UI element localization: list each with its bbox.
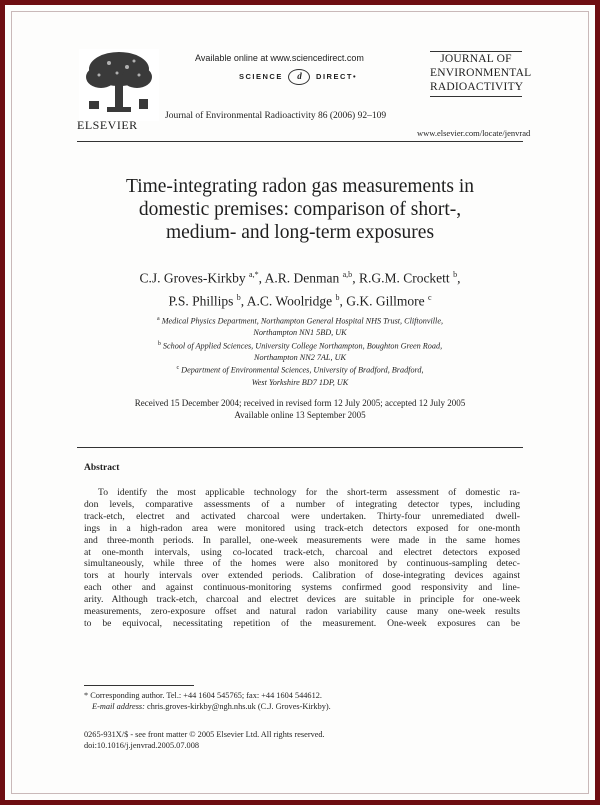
abstract-line: track-etch, electret and activated charcoal were undertaken. Thirty-four unremediated dwell- bbox=[84, 510, 520, 522]
journal-name-block bbox=[430, 49, 532, 97]
copyright-line: 0265-931X/$ - see front matter © 2005 Elsevier Ltd. All rights reserved. bbox=[84, 730, 325, 739]
journal-url: www.elsevier.com/locate/jenvrad bbox=[417, 128, 531, 138]
affiliation-line: Department of Environmental Sciences, University of Bradford, Bradford, bbox=[181, 366, 424, 376]
affiliations bbox=[77, 314, 523, 388]
author-name: A.R. Denman bbox=[264, 270, 340, 286]
affiliation-line: Medical Physics Department, Northampton General Hospital NHS Trust, Cliftonville, bbox=[161, 316, 444, 326]
authors-line-2: P.S. Phillips $^b$, A.C. Woolridge $^b$, G.K. Gillmore $^c$ bbox=[168, 292, 432, 308]
sciencedirect-d-icon: d bbox=[288, 69, 310, 85]
affiliation bbox=[77, 314, 523, 327]
abstract-line: To identify the most applicable technology for the short-term assessment of domestic ra- bbox=[98, 487, 520, 498]
author-name: G.K. Gillmore bbox=[346, 293, 425, 308]
corresponding-author-footnote bbox=[84, 690, 331, 712]
abstract-line: tors at hourly intervals over extended periods. Calibration of dose-integrating devices against bbox=[84, 570, 520, 582]
abstract-line: ings in a high-radon area were monitored using track-etch detectors exposed for one-month bbox=[84, 522, 520, 534]
corresponding-author-contact: Corresponding author. Tel.: +44 1604 545765; fax: +44 1604 544612. bbox=[90, 691, 322, 700]
abstract-line: simultaneously, while three of the homes were also monitored by continuous-sampling detec- bbox=[84, 558, 520, 570]
author-name: A.C. Woolridge bbox=[246, 293, 333, 308]
footnote-divider bbox=[84, 685, 194, 686]
affiliation-line: Northampton NN1 5BD, UK bbox=[253, 328, 347, 338]
title-line: Time-integrating radon gas measurements in bbox=[125, 176, 475, 197]
affiliation-line: Northampton NN2 7AL, UK bbox=[254, 352, 346, 362]
abstract-body bbox=[84, 487, 520, 630]
affiliation bbox=[77, 363, 523, 376]
author-list bbox=[77, 265, 523, 310]
email-label: E-mail address: bbox=[92, 702, 145, 711]
elsevier-tree-logo bbox=[79, 49, 159, 121]
journal-name-line: JOURNAL OF bbox=[440, 53, 512, 65]
abstract-line: measurements, zero-exposure offset and natural radon variability cause many one-week results bbox=[84, 606, 520, 618]
article-history bbox=[77, 398, 523, 421]
sciencedirect-logo-left: SCIENCE bbox=[239, 71, 283, 81]
affiliation-mark: b bbox=[157, 340, 161, 347]
affiliation bbox=[77, 339, 523, 352]
abstract-line: and three-month periods. In parallel, one-week measurements were made in the same homes bbox=[84, 534, 520, 546]
author-affiliation-mark: b bbox=[335, 292, 340, 302]
author-affiliation-mark: b bbox=[453, 270, 458, 279]
journal-citation: Journal of Environmental Radioactivity 86 (2006) 92–109 bbox=[165, 111, 387, 121]
author-name: P.S. Phillips bbox=[168, 293, 234, 308]
abstract-line: at one-month intervals, using co-located track-etch, charcoal and electret detectors exposed bbox=[84, 546, 520, 558]
publisher-name: ELSEVIER bbox=[77, 118, 138, 132]
abstract-line: each other and against continuous-monitoring systems confirmed good responsivity and line- bbox=[84, 582, 520, 594]
article-title bbox=[77, 175, 523, 244]
footnote-mark: * bbox=[84, 691, 89, 700]
journal-name-line: ENVIRONMENTAL bbox=[430, 67, 532, 79]
abstract-line: to be equivocal, necessitating repetition of the measurement. One-week exposures can be bbox=[84, 617, 520, 629]
author-affiliation-mark: b bbox=[236, 292, 241, 302]
available-online-date: Available online 13 September 2005 bbox=[234, 409, 366, 420]
sciencedirect-logo bbox=[239, 69, 357, 85]
author-name: R.G.M. Crockett bbox=[358, 270, 450, 286]
title-line: medium- and long-term exposures bbox=[165, 222, 435, 243]
affiliation-mark: c bbox=[176, 365, 180, 372]
abstract-line: don levels, comparative assessments of a number of integrating detector types, including bbox=[84, 498, 520, 510]
available-online-text: Available online at www.sciencedirect.com bbox=[195, 53, 364, 63]
author-affiliation-mark: a,* bbox=[249, 270, 259, 279]
abstract-line: arity. Although track-etch, charcoal and electret devices are suitable in principle for one-week bbox=[84, 594, 520, 606]
email-address: chris.groves-kirkby@ngh.nhs.uk (C.J. Groves-Kirkby). bbox=[147, 702, 331, 711]
title-line: domestic premises: comparison of short-, bbox=[138, 199, 462, 220]
affiliation-mark: a bbox=[156, 316, 160, 322]
received-dates: Received 15 December 2004; received in revised form 12 July 2005; accepted 12 July 2005 bbox=[134, 398, 466, 408]
authors-line-1: C.J. Groves-Kirkby $^{a,*}$, A.R. Denman $^{a,b}$, R.G.M. Crockett $^b$, bbox=[139, 270, 461, 286]
author-name: C.J. Groves-Kirkby bbox=[139, 270, 246, 286]
journal-name-line: RADIOACTIVITY bbox=[430, 81, 524, 93]
affiliation-line: School of Applied Sciences, University College Northampton, Boughton Green Road, bbox=[162, 341, 443, 351]
author-affiliation-mark: a,b bbox=[342, 270, 353, 279]
copyright-block bbox=[84, 729, 325, 751]
sciencedirect-logo-right: DIRECT bbox=[316, 71, 353, 81]
abstract-divider bbox=[77, 447, 523, 448]
journal-name-bottom-rule bbox=[430, 96, 522, 97]
author-affiliation-mark: c bbox=[427, 292, 432, 302]
sciencedirect-logo-dot: • bbox=[352, 71, 358, 81]
abstract-heading: Abstract bbox=[84, 463, 120, 473]
header-divider bbox=[77, 141, 523, 142]
doi-line: doi:10.1016/j.jenvrad.2005.07.008 bbox=[84, 741, 199, 750]
affiliation-line: West Yorkshire BD7 1DP, UK bbox=[251, 377, 349, 387]
